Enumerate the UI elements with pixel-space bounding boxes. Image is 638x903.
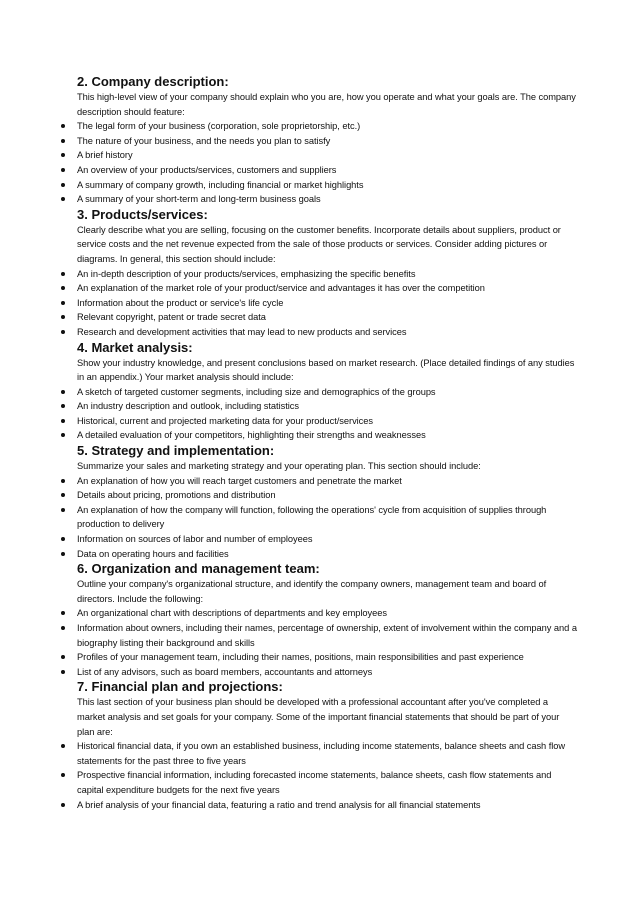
list-item-text: A summary of your short-term and long-term business goals bbox=[77, 194, 321, 205]
list-item bbox=[77, 399, 577, 414]
section-title: 3. Products/services: bbox=[77, 206, 208, 222]
section-title: 4. Market analysis: bbox=[77, 339, 193, 355]
list-item-text: Historical, current and projected marketing data for your product/services bbox=[77, 415, 374, 426]
list-item-text: Information on sources of labor and number of employees bbox=[77, 534, 313, 545]
bullet-icon bbox=[61, 611, 65, 615]
section-intro: This high-level view of your company should explain who you are, how you operate and what your goals are. The company description should feature: bbox=[77, 92, 576, 117]
bullet-icon bbox=[61, 183, 65, 187]
bullet-list bbox=[77, 474, 577, 562]
list-item-text: An industry description and outlook, including statistics bbox=[77, 401, 299, 412]
bullet-icon bbox=[61, 197, 65, 201]
list-item bbox=[77, 310, 577, 325]
list-item bbox=[77, 474, 577, 489]
bullet-list bbox=[77, 739, 577, 812]
list-item-text: Prospective financial information, including forecasted income statements, balance sheets, cash flow statements and capital expenditure budgets for the next five years bbox=[77, 770, 552, 795]
list-item bbox=[77, 325, 577, 340]
list-item bbox=[77, 532, 577, 547]
list-item bbox=[77, 281, 577, 296]
section-intro: Show your industry knowledge, and present conclusions based on market research. (Place detailed findings of any studies in an appendix.) Your market analysis should include: bbox=[77, 357, 575, 383]
list-item bbox=[77, 163, 577, 178]
list-item bbox=[77, 768, 577, 797]
section-title: 2. Company description: bbox=[77, 74, 229, 89]
bullet-icon bbox=[61, 286, 65, 290]
section-title: 7. Financial plan and projections: bbox=[77, 679, 283, 695]
list-item bbox=[77, 296, 577, 311]
list-item bbox=[77, 798, 577, 813]
list-item bbox=[77, 503, 577, 532]
list-item-text: Information about owners, including their names, percentage of ownership, extent of involvement within the company and a biography listing their background and skills bbox=[77, 623, 577, 648]
bullet-icon bbox=[61, 124, 65, 128]
bullet-icon bbox=[61, 626, 65, 630]
bullet-icon bbox=[61, 744, 65, 748]
section-intro: Clearly describe what you are selling, focusing on the customer benefits. Incorporate details about suppliers, product or service costs and the net revenue expected from the sale of those products or services. Consider adding pictures or diagrams. In general, this section should include: bbox=[77, 224, 561, 264]
bullet-icon bbox=[61, 433, 65, 437]
section-organization-management bbox=[77, 561, 577, 679]
list-item bbox=[77, 134, 577, 149]
bullet-icon bbox=[61, 655, 65, 659]
list-item-text: A detailed evaluation of your competitors, highlighting their strengths and weaknesses bbox=[77, 430, 426, 441]
section-intro: This last section of your business plan should be developed with a professional accountant after you've completed a market analysis and set goals for your company. Some of the important financial statements that should be part of your plan are: bbox=[77, 697, 560, 737]
bullet-icon bbox=[61, 272, 65, 276]
list-item bbox=[77, 739, 577, 768]
list-item-text: An explanation of the market role of your product/service and advantages it has over the competition bbox=[77, 283, 485, 294]
list-item-text: Details about pricing, promotions and distribution bbox=[77, 490, 276, 501]
bullet-icon bbox=[61, 404, 65, 408]
list-item bbox=[77, 119, 577, 134]
list-item-text: An explanation of how the company will function, following the operations' cycle from acquisition of supplies through production to delivery bbox=[77, 504, 547, 530]
section-strategy-implementation bbox=[77, 443, 577, 561]
bullet-icon bbox=[61, 153, 65, 157]
bullet-icon bbox=[61, 301, 65, 305]
list-item-text: Research and development activities that may lead to new products and services bbox=[77, 326, 407, 337]
bullet-icon bbox=[61, 508, 65, 512]
list-item-text: An overview of your products/services, customers and suppliers bbox=[77, 164, 337, 175]
list-item-text: An organizational chart with descriptions of departments and key employees bbox=[77, 608, 387, 619]
list-item-text: An explanation of how you will reach target customers and penetrate the market bbox=[77, 475, 402, 486]
list-item bbox=[77, 414, 577, 429]
list-item-text: A brief history bbox=[77, 150, 133, 161]
bullet-icon bbox=[61, 493, 65, 497]
list-item-text: Data on operating hours and facilities bbox=[77, 548, 229, 559]
section-title: 5. Strategy and implementation: bbox=[77, 443, 275, 459]
section-financial-plan bbox=[77, 679, 577, 812]
section-market-analysis bbox=[77, 340, 577, 444]
list-item bbox=[77, 267, 577, 282]
bullet-icon bbox=[61, 773, 65, 777]
list-item bbox=[77, 428, 577, 443]
list-item-text: Relevant copyright, patent or trade secret data bbox=[77, 312, 266, 323]
bullet-icon bbox=[61, 803, 65, 807]
list-item-text: List of any advisors, such as board members, accountants and attorneys bbox=[77, 666, 373, 677]
list-item bbox=[77, 192, 577, 207]
bullet-list bbox=[77, 385, 577, 443]
list-item bbox=[77, 148, 577, 163]
bullet-list bbox=[77, 267, 577, 340]
list-item-text: Historical financial data, if you own an established business, including income statements, balance sheets and cash flow statements for the past three to five years bbox=[77, 741, 566, 766]
list-item bbox=[77, 665, 577, 680]
list-item-text: Profiles of your management team, including their names, positions, main responsibilities and past experience bbox=[77, 652, 524, 663]
list-item bbox=[77, 488, 577, 503]
list-item bbox=[77, 606, 577, 621]
section-intro: Summarize your sales and marketing strategy and your operating plan. This section should include: bbox=[77, 461, 481, 472]
bullet-icon bbox=[61, 390, 65, 394]
list-item-text: A brief analysis of your financial data, featuring a ratio and trend analysis for all financial statements bbox=[77, 799, 481, 810]
bullet-icon bbox=[61, 139, 65, 143]
bullet-icon bbox=[61, 479, 65, 483]
section-title: 6. Organization and management team: bbox=[77, 561, 320, 577]
list-item bbox=[77, 178, 577, 193]
bullet-icon bbox=[61, 537, 65, 541]
list-item bbox=[77, 385, 577, 400]
bullet-icon bbox=[61, 315, 65, 319]
list-item bbox=[77, 650, 577, 665]
bullet-icon bbox=[61, 552, 65, 556]
list-item-text: A summary of company growth, including financial or market highlights bbox=[77, 179, 364, 190]
bullet-list bbox=[77, 606, 577, 679]
list-item bbox=[77, 547, 577, 562]
section-intro: Outline your company's organizational structure, and identify the company owners, management team and board of directors. Include the following: bbox=[77, 579, 547, 604]
bullet-icon bbox=[61, 168, 65, 172]
bullet-list bbox=[77, 119, 577, 207]
list-item-text: Information about the product or service's life cycle bbox=[77, 297, 284, 308]
document-body bbox=[77, 74, 577, 812]
list-item-text: The nature of your business, and the needs you plan to satisfy bbox=[77, 135, 331, 146]
section-products-services bbox=[77, 207, 577, 340]
bullet-icon bbox=[61, 330, 65, 334]
list-item bbox=[77, 621, 577, 650]
bullet-icon bbox=[61, 419, 65, 423]
list-item-text: An in-depth description of your products/services, emphasizing the specific benefits bbox=[77, 268, 416, 279]
list-item-text: The legal form of your business (corporation, sole proprietorship, etc.) bbox=[77, 121, 361, 132]
bullet-icon bbox=[61, 670, 65, 674]
list-item-text: A sketch of targeted customer segments, including size and demographics of the groups bbox=[77, 386, 436, 397]
section-company-description bbox=[77, 74, 577, 207]
